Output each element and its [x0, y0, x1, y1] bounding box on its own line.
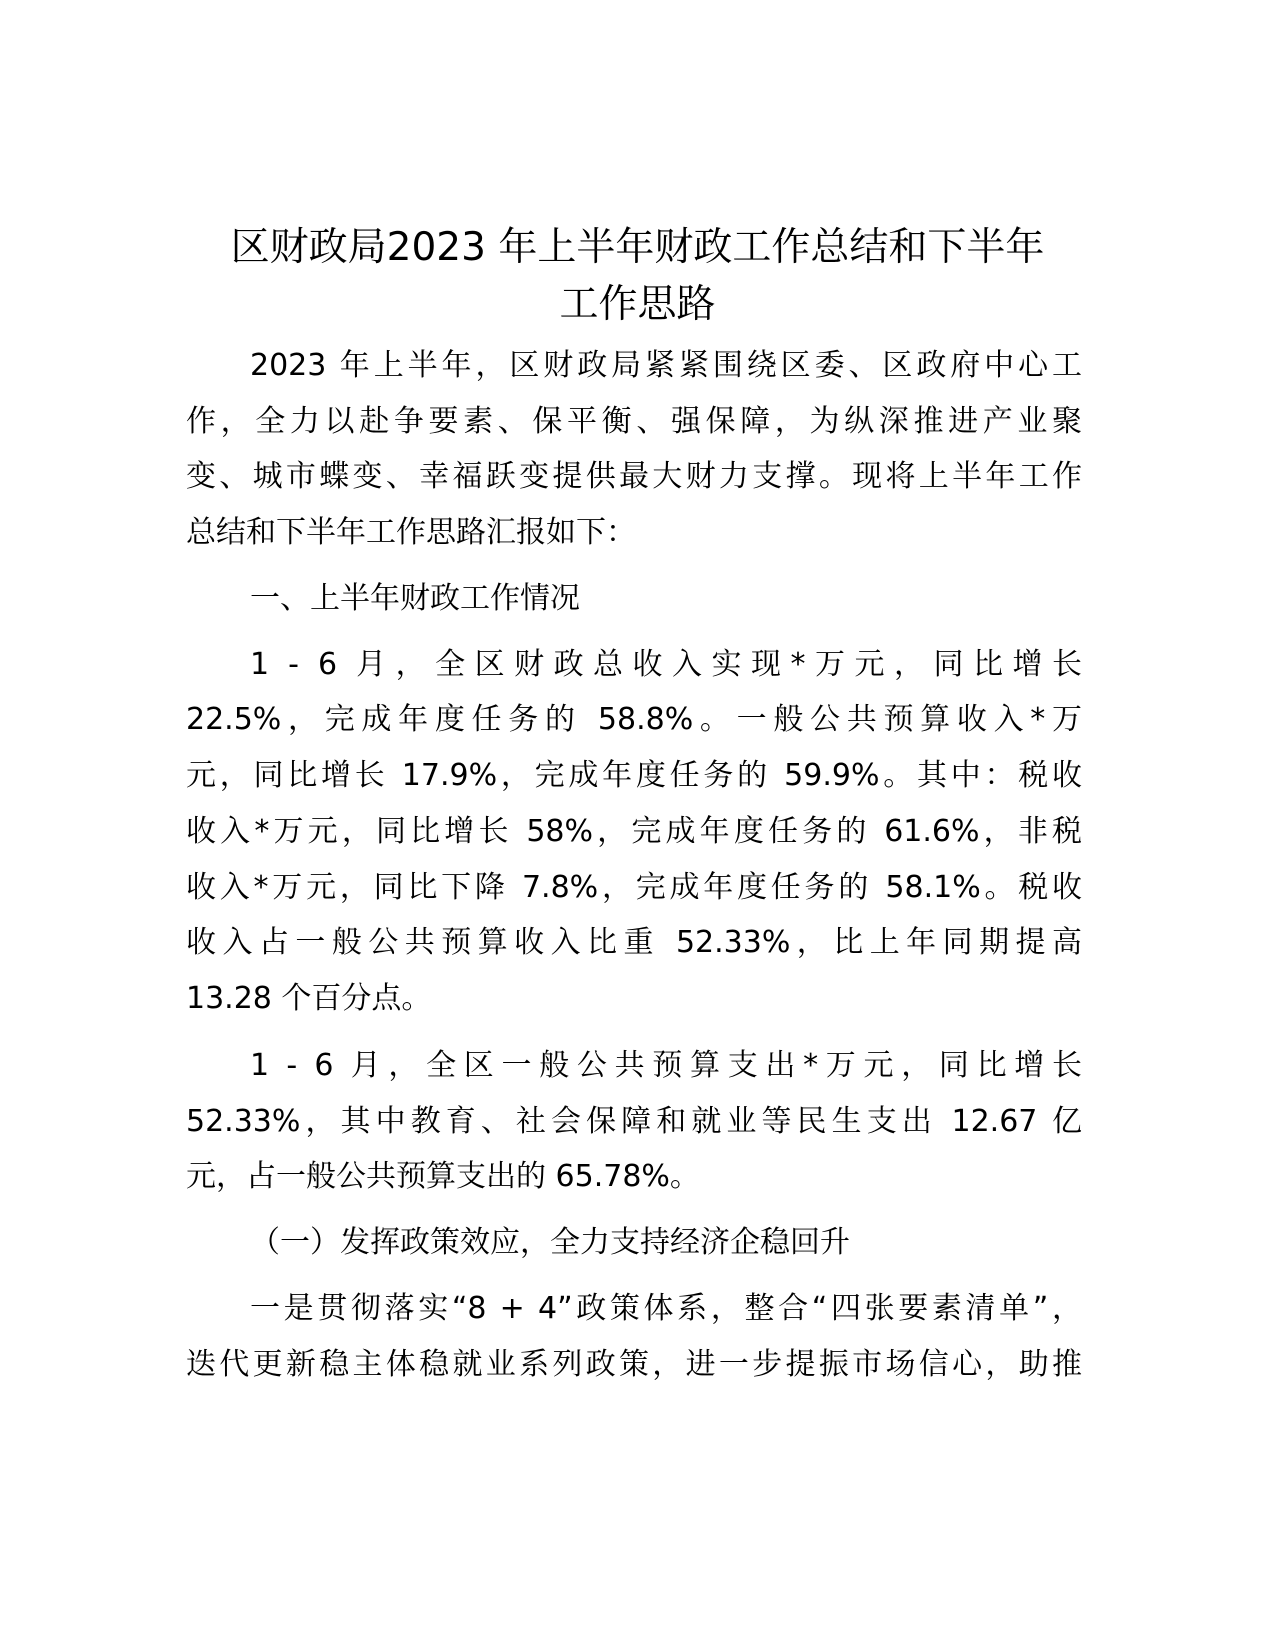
body-line: 元，同比增长 17.9%，完成年度任务的 59.9%。其中：税收 [186, 758, 1082, 793]
body-line: 收入*万元，同比增长 58%，完成年度任务的 61.6%，非税 [186, 814, 1082, 849]
body-line: 迭代更新稳主体稳就业系列政策，进一步提振市场信心，助推 [186, 1347, 1082, 1382]
body-line: 元，占一般公共预算支出的 65.78%。 [186, 1159, 700, 1194]
body-line: 总结和下半年工作思路汇报如下： [186, 515, 636, 550]
body-line: 收入占一般公共预算收入比重 52.33%，比上年同期提高 [186, 925, 1082, 960]
body-line: 1 - 6 月，全区财政总收入实现*万元，同比增长 [250, 647, 1082, 682]
body-line: 一是贯彻落实“8 + 4”政策体系，整合“四张要素清单”， [250, 1291, 1082, 1326]
subsection-heading: （一）发挥政策效应，全力支持经济企稳回升 [250, 1225, 850, 1260]
body-line: 作，全力以赴争要素、保平衡、强保障，为纵深推进产业聚 [186, 404, 1082, 439]
body-line: 收入*万元，同比下降 7.8%，完成年度任务的 58.1%。税收 [186, 870, 1082, 905]
body-line: 变、城市蝶变、幸福跃变提供最大财力支撑。现将上半年工作 [186, 459, 1082, 494]
document-title-line-2: 工作思路 [559, 282, 716, 327]
body-line: 1 - 6 月，全区一般公共预算支出*万元，同比增长 [250, 1048, 1082, 1083]
body-line: 13.28 个百分点。 [186, 981, 432, 1016]
section-heading: 一、上半年财政工作情况 [250, 581, 580, 616]
body-line: 22.5%，完成年度任务的 58.8%。一般公共预算收入*万 [186, 702, 1082, 737]
document-title-line-1: 区财政局2023 年上半年财政工作总结和下半年 [230, 225, 1045, 270]
body-line: 52.33%，其中教育、社会保障和就业等民生支出 12.67 亿 [186, 1104, 1082, 1139]
body-line: 2023 年上半年，区财政局紧紧围绕区委、区政府中心工 [250, 348, 1082, 383]
